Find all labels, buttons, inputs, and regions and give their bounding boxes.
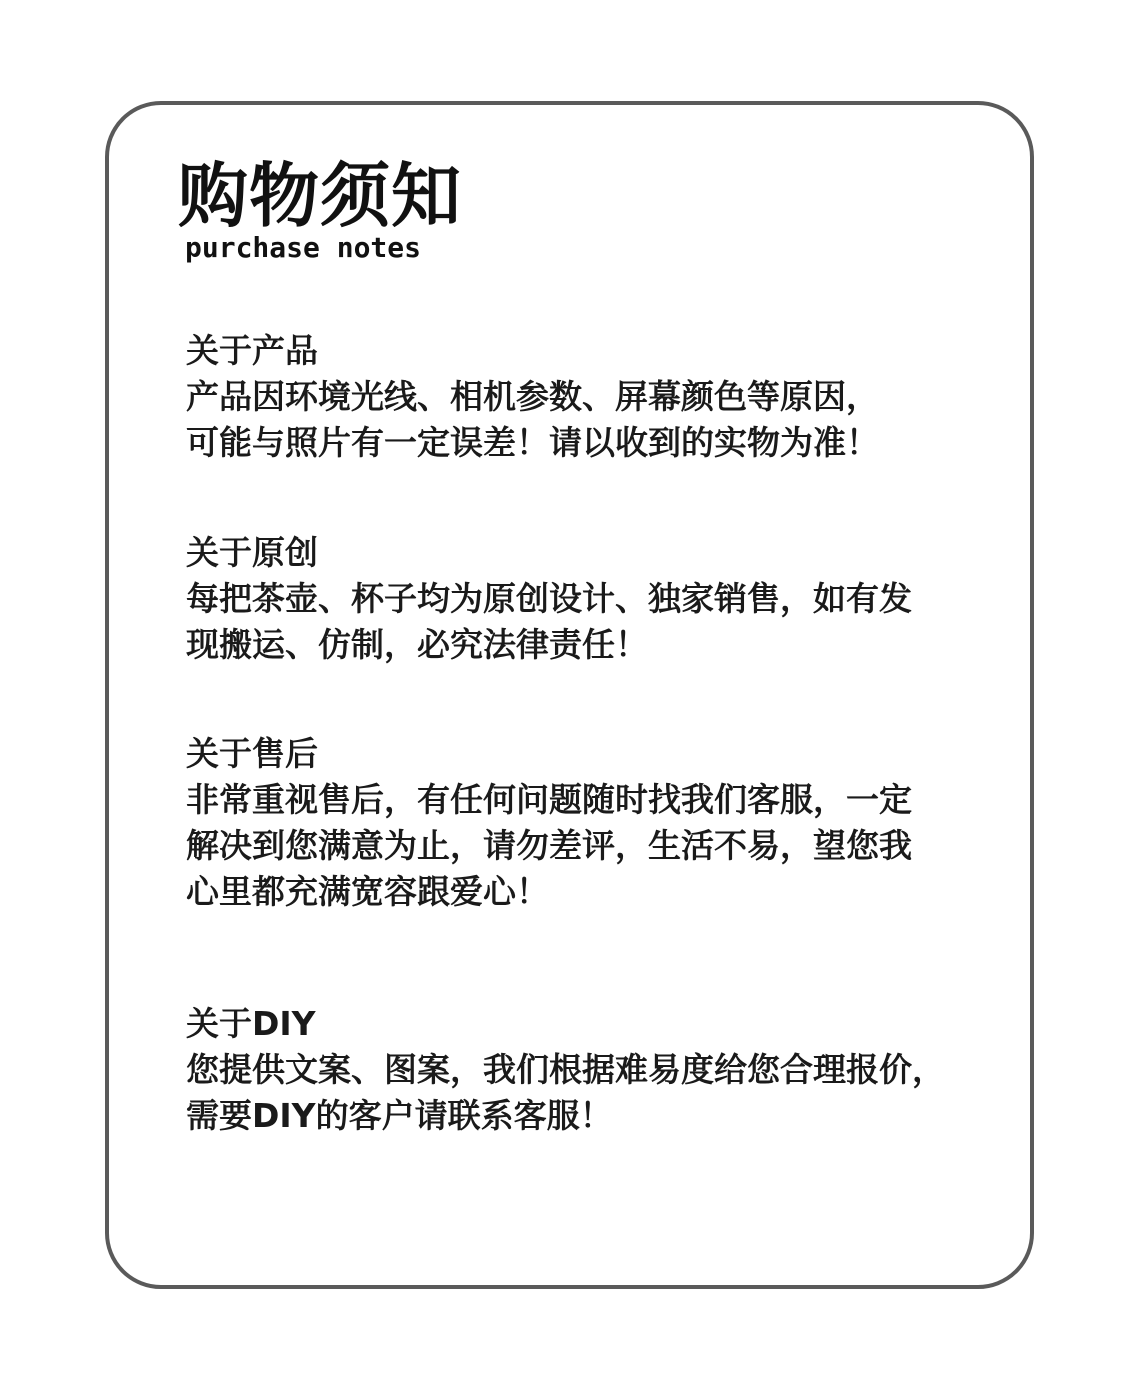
section-line: 可能与照片有一定误差！请以收到的实物为准！ [186,423,879,462]
section-after-sale [186,731,912,915]
section-line: 现搬运、仿制，必究法律责任！ [186,625,648,664]
section-line: 心里都充满宽容跟爱心！ [186,872,549,911]
section-heading: 关于售后 [186,734,318,773]
section-line: 您提供文案、图案，我们根据难易度给您合理报价， [186,1050,945,1089]
section-product [186,328,879,466]
section-diy [186,1001,945,1139]
section-line: 每把茶壶、杯子均为原创设计、独家销售，如有发 [186,579,912,618]
section-line: 产品因环境光线、相机参数、屏幕颜色等原因， [186,377,879,416]
section-line: 需要DIY的客户请联系客服！ [186,1096,613,1135]
section-line: 非常重视售后，有任何问题随时找我们客服，一定 [186,780,912,819]
section-heading: 关于原创 [186,533,318,572]
section-line: 解决到您满意为止，请勿差评，生活不易，望您我 [186,826,912,865]
section-heading: 关于DIY [186,1004,316,1043]
section-original [186,530,912,668]
page-title: 购物须知 [178,155,462,237]
page-subtitle: purchase notes [185,231,422,264]
section-heading: 关于产品 [186,331,318,370]
